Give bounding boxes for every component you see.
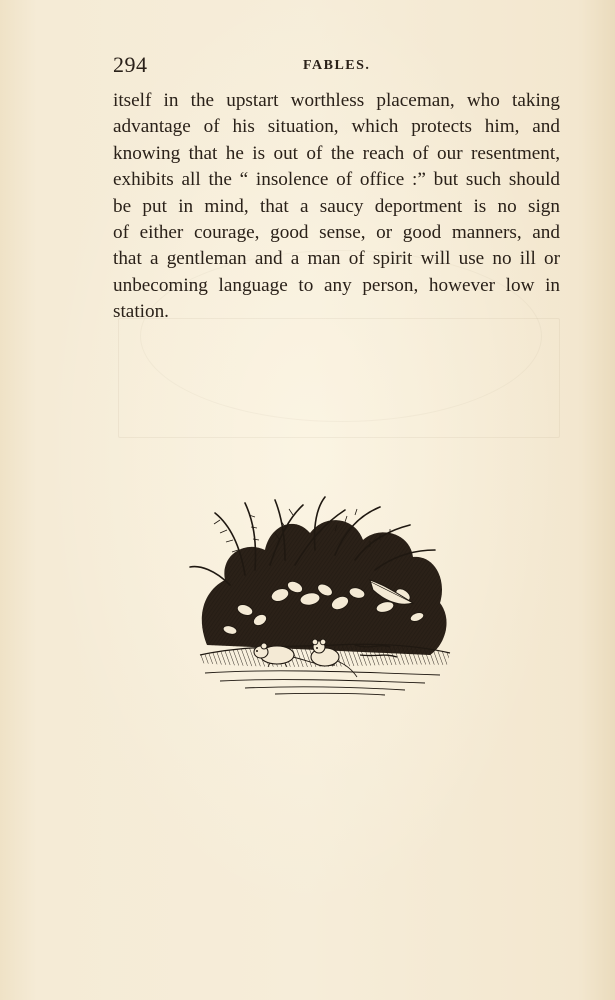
text-line: station.: [113, 301, 169, 323]
text-line: of either courage, good sense, or good manners, and: [113, 221, 560, 243]
text-line: itself in the upstart worthless placeman, who taking: [113, 90, 560, 111]
page-header: [113, 52, 560, 84]
text-line: be put in mind, that a saucy deportment is no sign: [113, 195, 560, 217]
running-head: FABLES.: [303, 58, 371, 73]
text-line: exhibits all the “ insolence of office :” but such should: [113, 169, 560, 191]
text-line: unbecoming language to any person, however low in: [113, 274, 560, 296]
show-through-frame: [118, 318, 560, 438]
text-line: advantage of his situation, which protects him, and: [113, 116, 560, 138]
mice-vignette-illustration: [185, 495, 460, 705]
text-line: that a gentleman and a man of spirit will use no ill or: [113, 248, 560, 270]
body-text: [113, 88, 560, 326]
page-number: 294: [113, 52, 148, 77]
text-line: knowing that he is out of the reach of our resentment,: [113, 142, 560, 164]
